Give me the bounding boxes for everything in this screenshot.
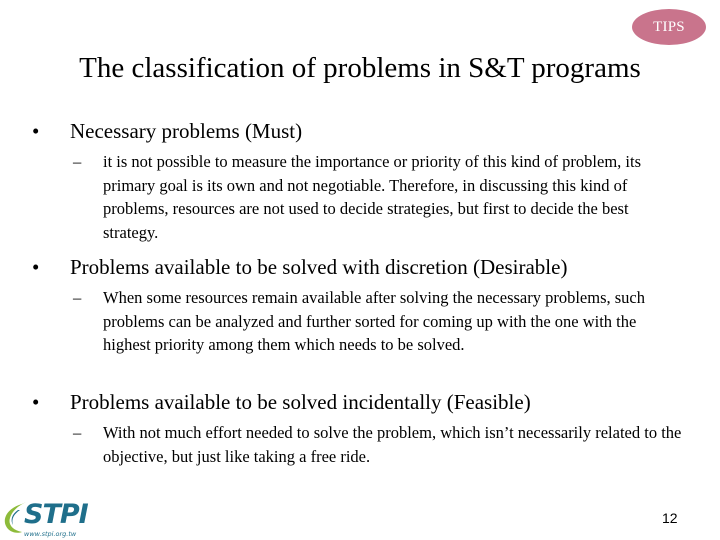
- sub-text: When some resources remain available after solving the necessary problems, such problems can be analyzed and further sorted for coming up with the one with the highest priority among them which needs to be solved.: [103, 288, 646, 354]
- logo-wordmark: STPI: [24, 499, 88, 530]
- bullet-marker: •: [32, 255, 40, 279]
- bullet-necessary: [32, 118, 692, 144]
- bullet-text: Problems available to be solved with discretion (Desirable): [70, 255, 568, 279]
- sub-point-necessary: [73, 150, 683, 244]
- logo-url: www.stpi.org.tw: [24, 530, 77, 538]
- stpi-logo: [0, 496, 96, 540]
- sub-point-desirable: [73, 286, 683, 357]
- page-number: 12: [662, 510, 678, 526]
- sub-point-feasible: [73, 421, 683, 468]
- slide-title: The classification of problems in S&T programs: [79, 52, 641, 84]
- sub-marker: –: [73, 152, 82, 171]
- sub-marker: –: [73, 423, 82, 442]
- bullet-marker: •: [32, 119, 40, 143]
- bullet-feasible: [32, 389, 692, 415]
- bullet-text: Problems available to be solved incidentally (Feasible): [70, 390, 531, 414]
- sub-marker: –: [73, 288, 82, 307]
- sub-text: it is not possible to measure the importance or priority of this kind of problem, its primary goal is its own and not negotiable. Therefore, in discussing this kind of problems, resources are not used to decide strategies, but first to decide the best strategy.: [103, 152, 641, 242]
- bullet-marker: •: [32, 390, 40, 414]
- sub-text: With not much effort needed to solve the problem, which isn’t necessarily related to the objective, but just like taking a free ride.: [103, 423, 682, 466]
- tips-badge: TIPS: [632, 9, 706, 45]
- bullet-desirable: [32, 254, 692, 280]
- bullet-text: Necessary problems (Must): [70, 119, 303, 143]
